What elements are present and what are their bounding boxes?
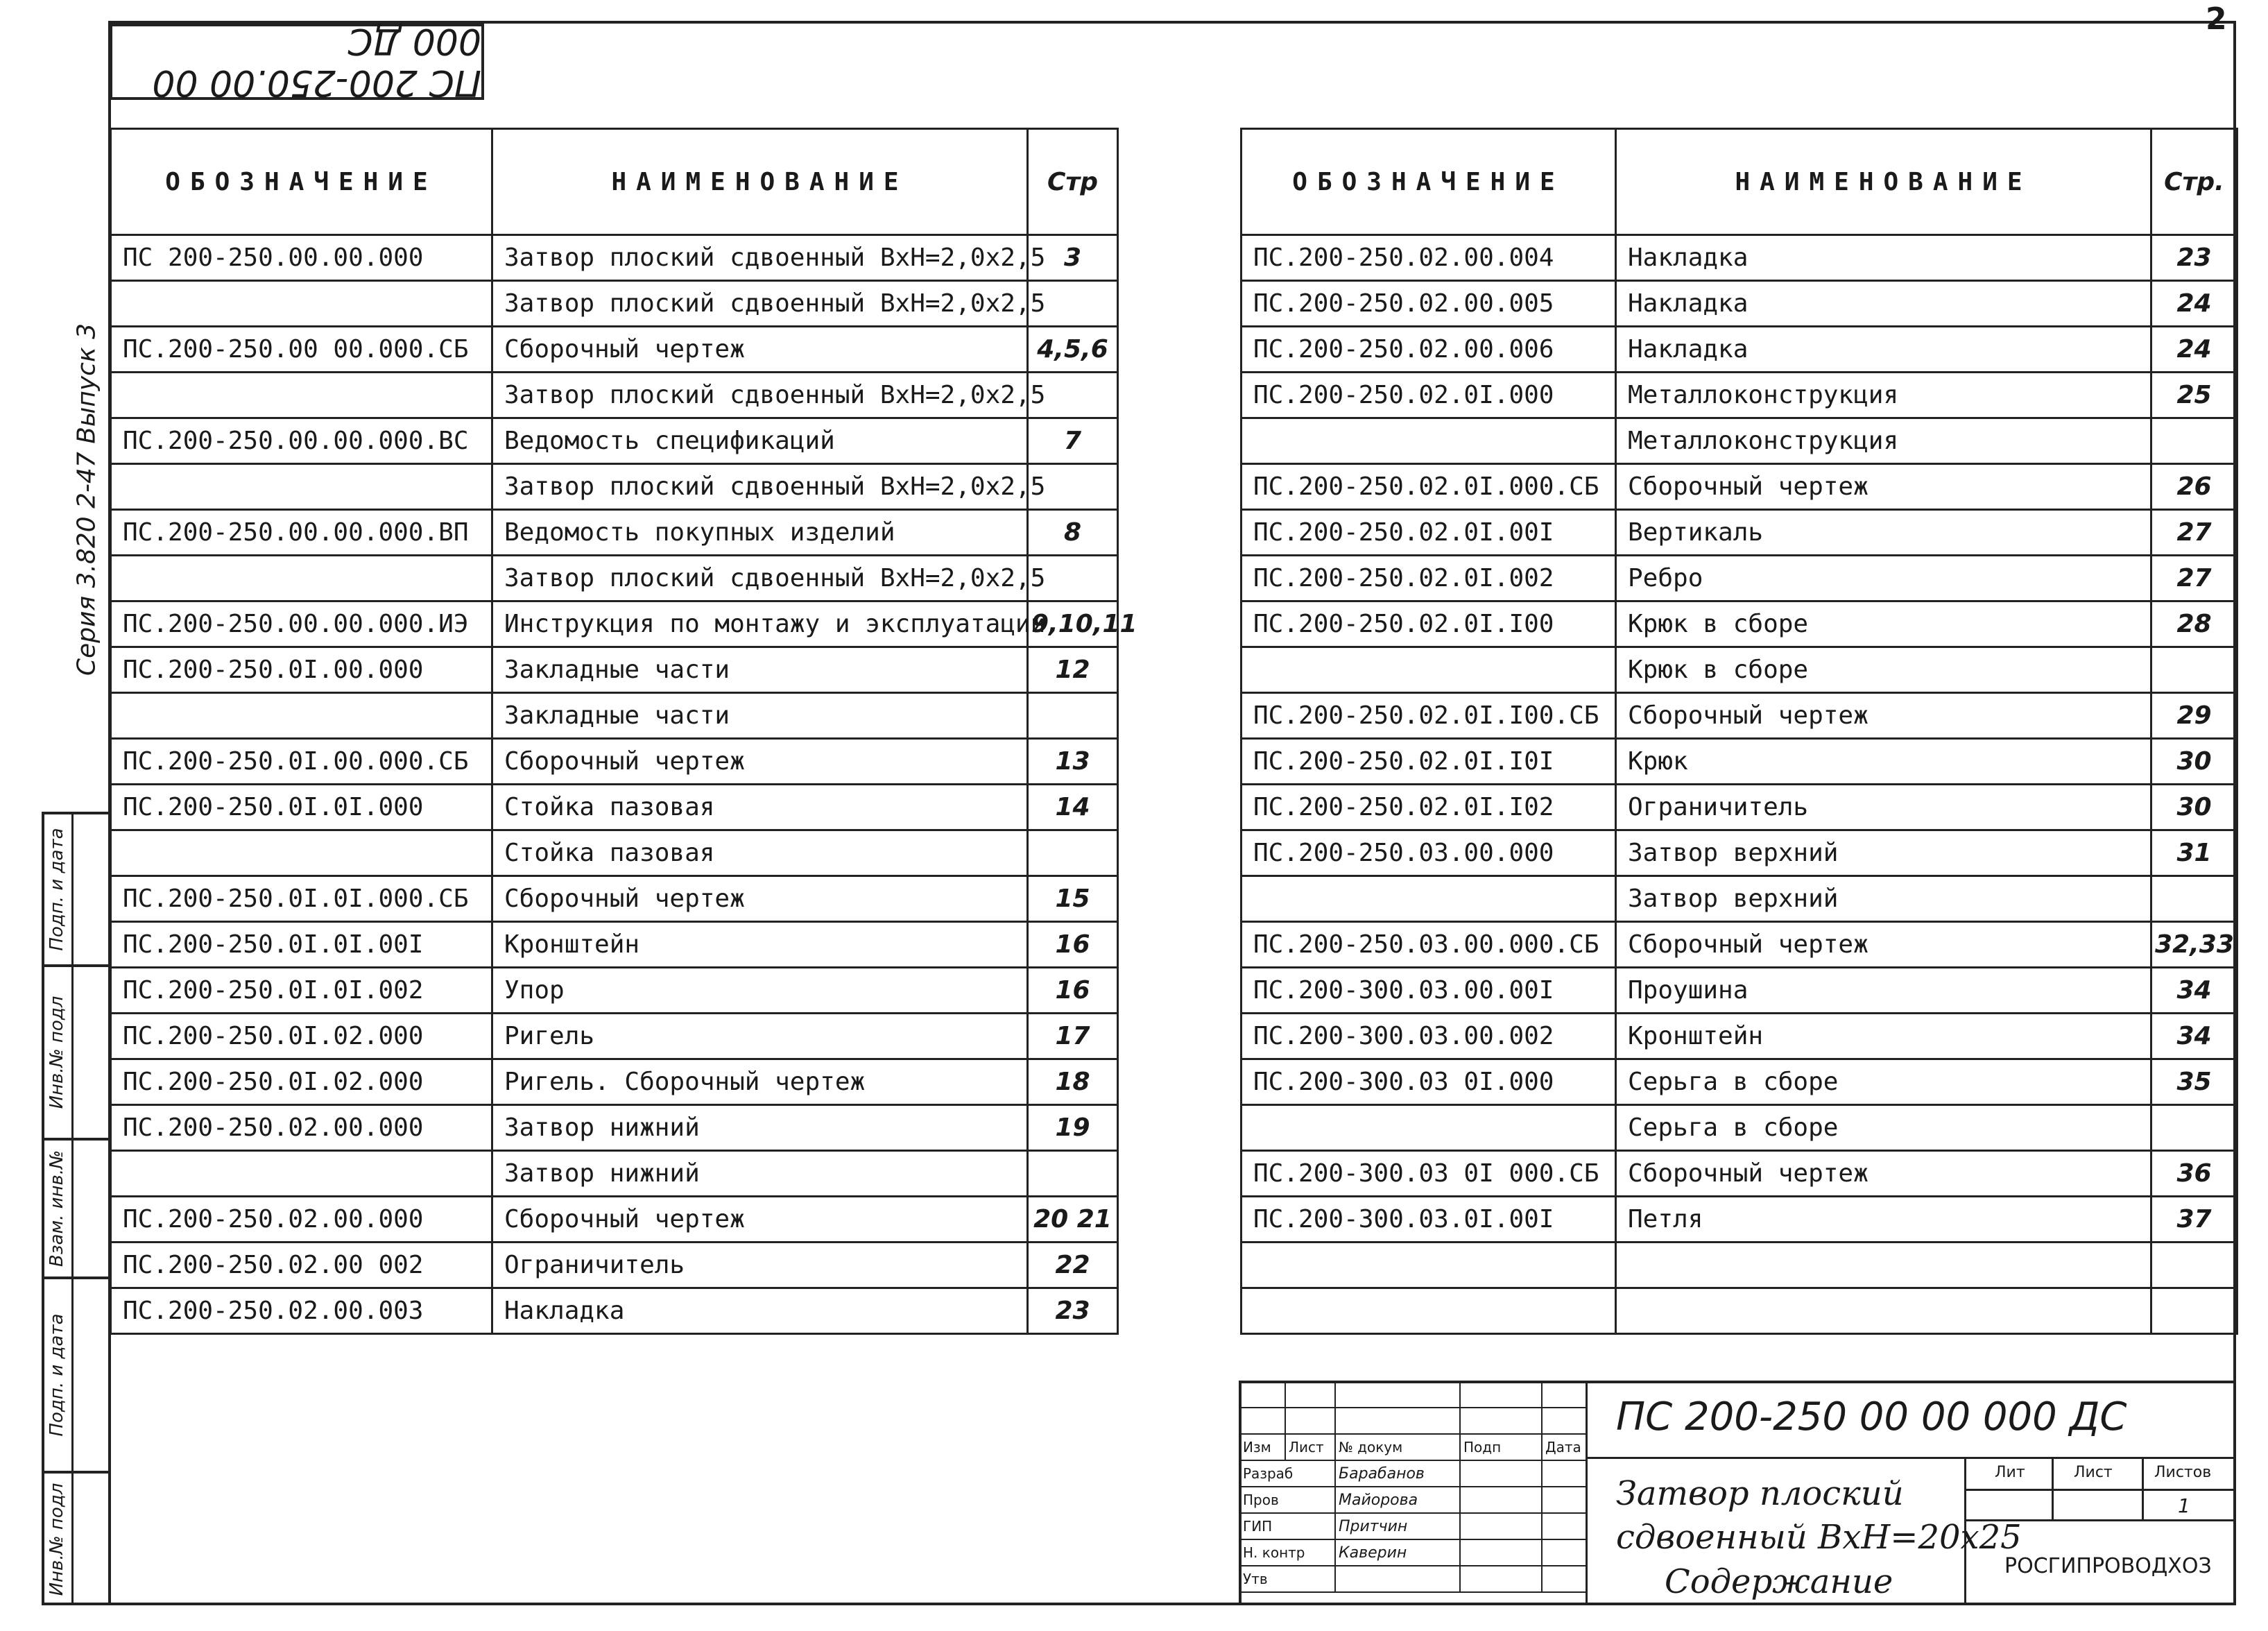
designation-cell: ПС.200-250.02.0I.000 xyxy=(1242,373,1616,418)
designation-cell: ПС.200-250.02.0I.I0I xyxy=(1242,739,1616,785)
document-title-line3: Содержание xyxy=(1665,1562,1893,1601)
page-cell xyxy=(1028,830,1118,876)
designation-cell xyxy=(111,830,492,876)
lit-label: Лит xyxy=(1995,1464,2025,1481)
page-header: Стр. xyxy=(2151,129,2237,235)
table-row xyxy=(1242,1243,2237,1288)
page-cell xyxy=(1028,693,1118,739)
designation-cell: ПС.200-250.00.00.000.ВС xyxy=(111,418,492,464)
designation-cell: ПС.200-250.02.00.005 xyxy=(1242,281,1616,327)
signature-table xyxy=(1239,1381,1587,1593)
document-title-line1: Затвор плоский xyxy=(1616,1474,1904,1513)
table-row xyxy=(111,510,1118,556)
designation-cell: ПС.200-250.02.00.000 xyxy=(111,1197,492,1243)
page-cell: 23 xyxy=(2151,235,2237,281)
sheet-number: 2 xyxy=(2206,1,2227,37)
page-header: Стр xyxy=(1028,129,1118,235)
page-cell: 16 xyxy=(1028,968,1118,1014)
table-row xyxy=(1242,1288,2237,1334)
designation-cell: ПС.200-250.02.0I.00I xyxy=(1242,510,1616,556)
table-row xyxy=(1242,1105,2237,1151)
page-cell: 36 xyxy=(2151,1151,2237,1197)
page-cell: 34 xyxy=(2151,968,2237,1014)
name-header: НАИМЕНОВАНИЕ xyxy=(492,129,1028,235)
designation-cell: ПС.200-250.02.00.003 xyxy=(111,1288,492,1334)
page-cell xyxy=(1028,1151,1118,1197)
designation-cell xyxy=(111,464,492,510)
page-cell: 31 xyxy=(2151,830,2237,876)
designation-cell: ПС.200-250.0I.0I.002 xyxy=(111,968,492,1014)
name-cell: Стойка пазовая xyxy=(492,830,1028,876)
table-row xyxy=(111,1243,1118,1288)
table-row xyxy=(1242,785,2237,830)
page-cell: 18 xyxy=(1028,1059,1118,1105)
name-cell: Вертикаль xyxy=(1616,510,2151,556)
name-cell: Ребро xyxy=(1616,556,2151,601)
table-row xyxy=(111,235,1118,281)
page-cell: 7 xyxy=(1028,418,1118,464)
role-label: Разраб xyxy=(1239,1460,1335,1487)
designation-cell: ПС.200-250.02.00.000 xyxy=(111,1105,492,1151)
designation-cell: ПС.200-300.03.0I.00I xyxy=(1242,1197,1616,1243)
table-row xyxy=(111,876,1118,922)
page-cell xyxy=(2151,1243,2237,1288)
name-cell: Стойка пазовая xyxy=(492,785,1028,830)
page-cell xyxy=(2151,876,2237,922)
designation-cell: ПС.200-250.0I.02.000 xyxy=(111,1014,492,1059)
table-row xyxy=(111,1197,1118,1243)
table-row xyxy=(1242,693,2237,739)
name-cell: Сборочный чертеж xyxy=(492,876,1028,922)
table-row xyxy=(1242,418,2237,464)
designation-cell: ПС.200-250.0I.0I.00I xyxy=(111,922,492,968)
page-cell: 25 xyxy=(2151,373,2237,418)
sheet-label: Лист xyxy=(2074,1464,2113,1481)
sheets-value: 1 xyxy=(2178,1494,2190,1517)
table-row xyxy=(1242,510,2237,556)
designation-cell xyxy=(1242,647,1616,693)
name-cell: Затвор нижний xyxy=(492,1105,1028,1151)
person-name: Барабанов xyxy=(1335,1460,1460,1487)
name-cell: Инструкция по монтажу и эксплуатации xyxy=(492,601,1028,647)
name-cell: Сборочный чертеж xyxy=(492,1197,1028,1243)
designation-cell: ПС.200-250.00 00.000.СБ xyxy=(111,327,492,373)
page-cell: 16 xyxy=(1028,922,1118,968)
name-cell: Крюк в сборе xyxy=(1616,647,2151,693)
inverted-stamp-code: ПС 200-250.00 00 000 ДС xyxy=(110,24,484,100)
name-cell: Упор xyxy=(492,968,1028,1014)
table-row xyxy=(111,464,1118,510)
table-row xyxy=(111,373,1118,418)
page-cell: 30 xyxy=(2151,785,2237,830)
page-cell: 30 xyxy=(2151,739,2237,785)
table-row xyxy=(1242,373,2237,418)
table-row xyxy=(111,968,1118,1014)
table-row xyxy=(1242,830,2237,876)
table-row xyxy=(1242,647,2237,693)
person-name: Притчин xyxy=(1335,1513,1460,1539)
name-header: НАИМЕНОВАНИЕ xyxy=(1616,129,2151,235)
page-cell: 24 xyxy=(2151,327,2237,373)
name-cell: Сборочный чертеж xyxy=(492,327,1028,373)
name-cell: Затвор плоский сдвоенный ВхН=2,0х2,5 xyxy=(492,464,1028,510)
page-cell xyxy=(2151,418,2237,464)
designation-cell: ПС.200-250.02.0I.000.СБ xyxy=(1242,464,1616,510)
designation-cell: ПС.200-250.02.00.004 xyxy=(1242,235,1616,281)
table-row xyxy=(1242,464,2237,510)
name-cell: Накладка xyxy=(1616,281,2151,327)
designation-cell: ПС.200-250.0I.00.000.СБ xyxy=(111,739,492,785)
table-row xyxy=(1242,1151,2237,1197)
name-cell: Сборочный чертеж xyxy=(1616,464,2151,510)
role-label: Н. контр xyxy=(1239,1539,1335,1566)
page-cell: 35 xyxy=(2151,1059,2237,1105)
page-cell: 26 xyxy=(2151,464,2237,510)
page-cell xyxy=(2151,1288,2237,1334)
table-row xyxy=(111,1288,1118,1334)
tb-divider xyxy=(2142,1457,2144,1519)
series-label: Серия 3.820 2-47 Выпуск 3 xyxy=(72,323,101,676)
page-cell: 24 xyxy=(2151,281,2237,327)
strip-cell: Подп. и дата xyxy=(42,812,110,964)
name-cell: Ведомость спецификаций xyxy=(492,418,1028,464)
table-row xyxy=(1242,876,2237,922)
tb-divider xyxy=(1586,1457,2236,1459)
designation-cell: ПС.200-300.03 0I 000.СБ xyxy=(1242,1151,1616,1197)
name-cell: Проушина xyxy=(1616,968,2151,1014)
table-row xyxy=(111,647,1118,693)
table-row xyxy=(1242,601,2237,647)
designation-cell xyxy=(1242,1288,1616,1334)
designation-cell: ПС.200-250.02.0I.I00 xyxy=(1242,601,1616,647)
role-label: ГИП xyxy=(1239,1513,1335,1539)
table-row xyxy=(1242,327,2237,373)
name-cell: Затвор плоский сдвоенный ВхН=2,0х2,5 xyxy=(492,235,1028,281)
page-cell: 4,5,6 xyxy=(1028,327,1118,373)
page-cell: 34 xyxy=(2151,1014,2237,1059)
designation-cell xyxy=(111,281,492,327)
table-row xyxy=(1242,556,2237,601)
designation-cell: ПС 200-250.00.00.000 xyxy=(111,235,492,281)
designation-cell: ПС.200-250.00.00.000.ВП xyxy=(111,510,492,556)
name-cell: Ведомость покупных изделий xyxy=(492,510,1028,556)
page-cell: 8 xyxy=(1028,510,1118,556)
designation-cell xyxy=(111,1151,492,1197)
page-cell: 37 xyxy=(2151,1197,2237,1243)
page-cell xyxy=(2151,1105,2237,1151)
table-row xyxy=(111,830,1118,876)
designation-cell xyxy=(111,373,492,418)
table-row xyxy=(1242,1014,2237,1059)
designation-cell: ПС.200-250.0I.0I.000 xyxy=(111,785,492,830)
name-cell: Сборочный чертеж xyxy=(1616,922,2151,968)
table-row xyxy=(111,1014,1118,1059)
table-row xyxy=(1242,739,2237,785)
strip-cell: Подп. и дата xyxy=(42,1276,110,1471)
table-row xyxy=(111,281,1118,327)
role-label: Утв xyxy=(1239,1566,1335,1592)
designation-cell: ПС.200-250.0I.02.000 xyxy=(111,1059,492,1105)
tb-divider xyxy=(2052,1457,2054,1519)
name-cell: Крюк xyxy=(1616,739,2151,785)
table-row xyxy=(1242,1197,2237,1243)
name-cell: Закладные части xyxy=(492,693,1028,739)
table-row xyxy=(1242,922,2237,968)
table-row xyxy=(1242,1059,2237,1105)
strip-cell: Инв.№ подл xyxy=(42,1471,110,1605)
strip-cell: Инв.№ подл xyxy=(42,964,110,1138)
name-cell: Ограничитель xyxy=(1616,785,2151,830)
table-row xyxy=(111,693,1118,739)
page-cell: 27 xyxy=(2151,556,2237,601)
name-cell: Накладка xyxy=(1616,327,2151,373)
designation-cell: ПС.200-300.03 0I.000 xyxy=(1242,1059,1616,1105)
col-header: № докум xyxy=(1335,1434,1460,1460)
name-cell: Крюк в сборе xyxy=(1616,601,2151,647)
organization-name: РОСГИПРОВОДХОЗ xyxy=(2004,1554,2212,1578)
document-title-line2: сдвоенный ВхН=20х25 xyxy=(1616,1518,2022,1557)
designation-cell: ПС.200-250.0I.00.000 xyxy=(111,647,492,693)
name-cell: Затвор верхний xyxy=(1616,830,2151,876)
name-cell: Затвор плоский сдвоенный ВхН=2,0х2,5 xyxy=(492,556,1028,601)
name-cell: Сборочный чертеж xyxy=(492,739,1028,785)
page-cell: 9,10,11 xyxy=(1028,601,1118,647)
designation-cell: ПС.200-250.02.0I.I02 xyxy=(1242,785,1616,830)
table-row xyxy=(111,418,1118,464)
page-cell: 27 xyxy=(2151,510,2237,556)
name-cell: Металлоконструкция xyxy=(1616,373,2151,418)
name-cell: Ригель. Сборочный чертеж xyxy=(492,1059,1028,1105)
designation-cell: ПС.200-300.03.00.00I xyxy=(1242,968,1616,1014)
name-cell: Ригель xyxy=(492,1014,1028,1059)
table-row xyxy=(111,922,1118,968)
contents-table-left xyxy=(110,128,1137,1335)
designation-header: ОБОЗНАЧЕНИЕ xyxy=(111,129,492,235)
page-cell: 32,33 xyxy=(2151,922,2237,968)
name-cell: Сборочный чертеж xyxy=(1616,1151,2151,1197)
designation-cell xyxy=(1242,1243,1616,1288)
designation-cell: ПС.200-250.02.0I.002 xyxy=(1242,556,1616,601)
page-cell: 19 xyxy=(1028,1105,1118,1151)
designation-cell xyxy=(1242,418,1616,464)
col-header: Изм xyxy=(1239,1434,1285,1460)
table-row xyxy=(111,785,1118,830)
designation-cell: ПС.200-250.0I.0I.000.СБ xyxy=(111,876,492,922)
name-cell: Затвор нижний xyxy=(492,1151,1028,1197)
table-row xyxy=(111,601,1118,647)
designation-cell: ПС.200-250.02.0I.I00.СБ xyxy=(1242,693,1616,739)
name-cell: Петля xyxy=(1616,1197,2151,1243)
name-cell: Серьга в сборе xyxy=(1616,1105,2151,1151)
page-cell: 23 xyxy=(1028,1288,1118,1334)
tb-divider xyxy=(1964,1489,2236,1491)
name-cell: Кронштейн xyxy=(492,922,1028,968)
designation-header: ОБОЗНАЧЕНИЕ xyxy=(1242,129,1616,235)
page-cell: 14 xyxy=(1028,785,1118,830)
name-cell: Накладка xyxy=(1616,235,2151,281)
designation-cell xyxy=(111,556,492,601)
page-cell: 29 xyxy=(2151,693,2237,739)
name-cell: Ограничитель xyxy=(492,1243,1028,1288)
page-cell: 15 xyxy=(1028,876,1118,922)
designation-cell: ПС.200-250.00.00.000.ИЭ xyxy=(111,601,492,647)
person-name: Майорова xyxy=(1335,1487,1460,1513)
designation-cell: ПС.200-250.03.00.000 xyxy=(1242,830,1616,876)
page-cell: 12 xyxy=(1028,647,1118,693)
table-row xyxy=(1242,235,2237,281)
person-name: Каверин xyxy=(1335,1539,1460,1566)
table-row xyxy=(111,1059,1118,1105)
name-cell: Серьга в сборе xyxy=(1616,1059,2151,1105)
name-cell: Сборочный чертеж xyxy=(1616,693,2151,739)
designation-cell: ПС.200-250.02.00.006 xyxy=(1242,327,1616,373)
col-header: Подп xyxy=(1460,1434,1542,1460)
designation-cell xyxy=(111,693,492,739)
table-row xyxy=(111,556,1118,601)
strip-cell: Взам. инв.№ xyxy=(42,1138,110,1276)
name-cell: Кронштейн xyxy=(1616,1014,2151,1059)
table-row xyxy=(1242,968,2237,1014)
name-cell: Закладные части xyxy=(492,647,1028,693)
name-cell xyxy=(1616,1243,2151,1288)
table-row xyxy=(111,327,1118,373)
page-cell: 13 xyxy=(1028,739,1118,785)
tb-divider xyxy=(1586,1381,1588,1605)
contents-table-right xyxy=(1240,128,2238,1335)
page-cell: 20 21 xyxy=(1028,1197,1118,1243)
designation-cell: ПС.200-250.03.00.000.СБ xyxy=(1242,922,1616,968)
name-cell: Металлоконструкция xyxy=(1616,418,2151,464)
col-header: Дата xyxy=(1542,1434,1586,1460)
page-cell: 3 xyxy=(1028,235,1118,281)
page-cell: 22 xyxy=(1028,1243,1118,1288)
document-code: ПС 200-250 00 00 000 ДС xyxy=(1616,1394,2127,1440)
designation-cell: ПС.200-250.02.00 002 xyxy=(111,1243,492,1288)
designation-cell xyxy=(1242,876,1616,922)
col-header: Лист xyxy=(1285,1434,1335,1460)
name-cell: Затвор плоский сдвоенный ВхН=2,0х2,5 xyxy=(492,281,1028,327)
right-table-body xyxy=(1242,235,2237,1334)
table-row xyxy=(111,1105,1118,1151)
designation-cell: ПС.200-300.03.00.002 xyxy=(1242,1014,1616,1059)
table-row xyxy=(111,739,1118,785)
sheets-label: Листов xyxy=(2154,1464,2212,1481)
page-cell: 28 xyxy=(2151,601,2237,647)
page-cell: 17 xyxy=(1028,1014,1118,1059)
left-table-body xyxy=(111,235,1137,1334)
designation-cell xyxy=(1242,1105,1616,1151)
name-cell: Накладка xyxy=(492,1288,1028,1334)
name-cell: Затвор плоский сдвоенный ВхН=2,0х2,5 xyxy=(492,373,1028,418)
person-name xyxy=(1335,1566,1460,1592)
table-row xyxy=(111,1151,1118,1197)
page-cell xyxy=(2151,647,2237,693)
name-cell: Затвор верхний xyxy=(1616,876,2151,922)
name-cell xyxy=(1616,1288,2151,1334)
table-row xyxy=(1242,281,2237,327)
role-label: Пров xyxy=(1239,1487,1335,1513)
